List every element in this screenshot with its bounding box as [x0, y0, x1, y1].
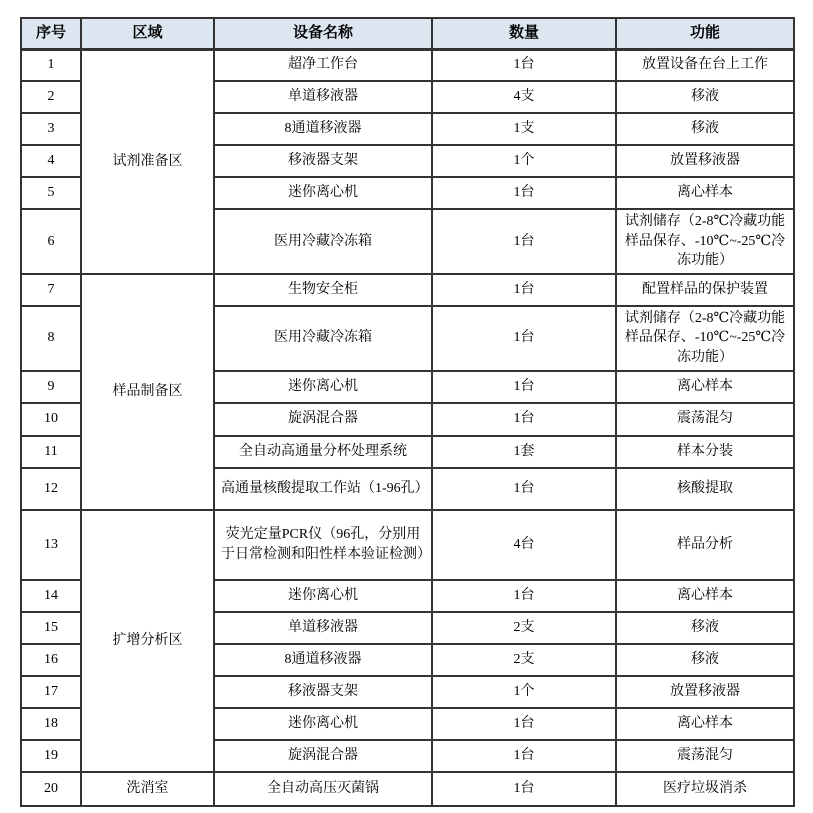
cell-no: 10 [21, 403, 81, 436]
cell-qty: 1台 [432, 209, 616, 274]
cell-no: 8 [21, 306, 81, 371]
cell-no: 19 [21, 740, 81, 772]
cell-no: 9 [21, 371, 81, 403]
cell-device: 医用冷藏冷冻箱 [214, 306, 432, 371]
cell-area: 样品制备区 [81, 274, 214, 510]
cell-device: 全自动高压灭菌锅 [214, 772, 432, 806]
table-head [21, 18, 794, 49]
cell-device: 迷你离心机 [214, 177, 432, 209]
cell-device: 全自动高通量分杯处理系统 [214, 436, 432, 468]
cell-area: 扩增分析区 [81, 510, 214, 772]
cell-qty: 1台 [432, 772, 616, 806]
cell-qty: 1支 [432, 113, 616, 145]
cell-device: 旋涡混合器 [214, 403, 432, 436]
cell-qty: 1台 [432, 306, 616, 371]
cell-no: 1 [21, 49, 81, 81]
cell-no: 17 [21, 676, 81, 708]
cell-device: 生物安全柜 [214, 274, 432, 306]
cell-device: 迷你离心机 [214, 708, 432, 740]
cell-qty: 1个 [432, 676, 616, 708]
cell-func: 放置设备在台上工作 [616, 49, 794, 81]
cell-no: 14 [21, 580, 81, 612]
cell-no: 20 [21, 772, 81, 806]
cell-qty: 2支 [432, 612, 616, 644]
cell-device: 医用冷藏冷冻箱 [214, 209, 432, 274]
cell-no: 16 [21, 644, 81, 676]
cell-device: 8通道移液器 [214, 644, 432, 676]
column-header-device: 设备名称 [214, 18, 432, 49]
cell-qty: 1台 [432, 708, 616, 740]
cell-no: 15 [21, 612, 81, 644]
cell-func: 震荡混匀 [616, 740, 794, 772]
column-header-area: 区域 [81, 18, 214, 49]
cell-qty: 1台 [432, 177, 616, 209]
cell-func: 移液 [616, 612, 794, 644]
cell-func: 试剂储存（2-8℃冷藏功能样品保存、-10℃~-25℃冷冻功能） [616, 209, 794, 274]
cell-no: 18 [21, 708, 81, 740]
cell-device: 移液器支架 [214, 145, 432, 177]
cell-qty: 4支 [432, 81, 616, 113]
cell-qty: 4台 [432, 510, 616, 580]
header-row [21, 18, 794, 49]
cell-func: 离心样本 [616, 371, 794, 403]
cell-qty: 1台 [432, 580, 616, 612]
cell-func: 离心样本 [616, 580, 794, 612]
table-row [21, 772, 794, 806]
table-row [21, 49, 794, 81]
cell-func: 配置样品的保护装置 [616, 274, 794, 306]
cell-no: 4 [21, 145, 81, 177]
equipment-table [20, 17, 795, 807]
equipment-table-container [20, 17, 793, 807]
cell-device: 单道移液器 [214, 612, 432, 644]
cell-func: 离心样本 [616, 177, 794, 209]
cell-qty: 1台 [432, 468, 616, 510]
cell-func: 放置移液器 [616, 676, 794, 708]
column-header-qty: 数量 [432, 18, 616, 49]
cell-qty: 2支 [432, 644, 616, 676]
cell-qty: 1台 [432, 403, 616, 436]
cell-no: 11 [21, 436, 81, 468]
cell-no: 7 [21, 274, 81, 306]
cell-device: 荧光定量PCR仪（96孔，分别用于日常检测和阳性样本验证检测） [214, 510, 432, 580]
cell-no: 6 [21, 209, 81, 274]
column-header-no: 序号 [21, 18, 81, 49]
table-body [21, 49, 794, 806]
cell-func: 放置移液器 [616, 145, 794, 177]
cell-func: 移液 [616, 81, 794, 113]
cell-no: 13 [21, 510, 81, 580]
cell-no: 12 [21, 468, 81, 510]
cell-func: 样本分装 [616, 436, 794, 468]
cell-device: 移液器支架 [214, 676, 432, 708]
cell-device: 迷你离心机 [214, 580, 432, 612]
cell-func: 移液 [616, 113, 794, 145]
cell-no: 3 [21, 113, 81, 145]
cell-qty: 1台 [432, 371, 616, 403]
cell-device: 旋涡混合器 [214, 740, 432, 772]
cell-area: 洗消室 [81, 772, 214, 806]
cell-func: 离心样本 [616, 708, 794, 740]
cell-func: 样品分析 [616, 510, 794, 580]
column-header-func: 功能 [616, 18, 794, 49]
cell-func: 试剂储存（2-8℃冷藏功能样品保存、-10℃~-25℃冷冻功能） [616, 306, 794, 371]
cell-device: 单道移液器 [214, 81, 432, 113]
cell-func: 医疗垃圾消杀 [616, 772, 794, 806]
cell-qty: 1台 [432, 49, 616, 81]
table-row [21, 274, 794, 306]
cell-area: 试剂准备区 [81, 49, 214, 274]
cell-qty: 1个 [432, 145, 616, 177]
cell-func: 移液 [616, 644, 794, 676]
cell-func: 核酸提取 [616, 468, 794, 510]
cell-qty: 1套 [432, 436, 616, 468]
table-row [21, 510, 794, 580]
cell-no: 5 [21, 177, 81, 209]
cell-device: 迷你离心机 [214, 371, 432, 403]
cell-qty: 1台 [432, 274, 616, 306]
cell-device: 高通量核酸提取工作站（1-96孔） [214, 468, 432, 510]
cell-device: 超净工作台 [214, 49, 432, 81]
cell-func: 震荡混匀 [616, 403, 794, 436]
cell-device: 8通道移液器 [214, 113, 432, 145]
cell-no: 2 [21, 81, 81, 113]
cell-qty: 1台 [432, 740, 616, 772]
